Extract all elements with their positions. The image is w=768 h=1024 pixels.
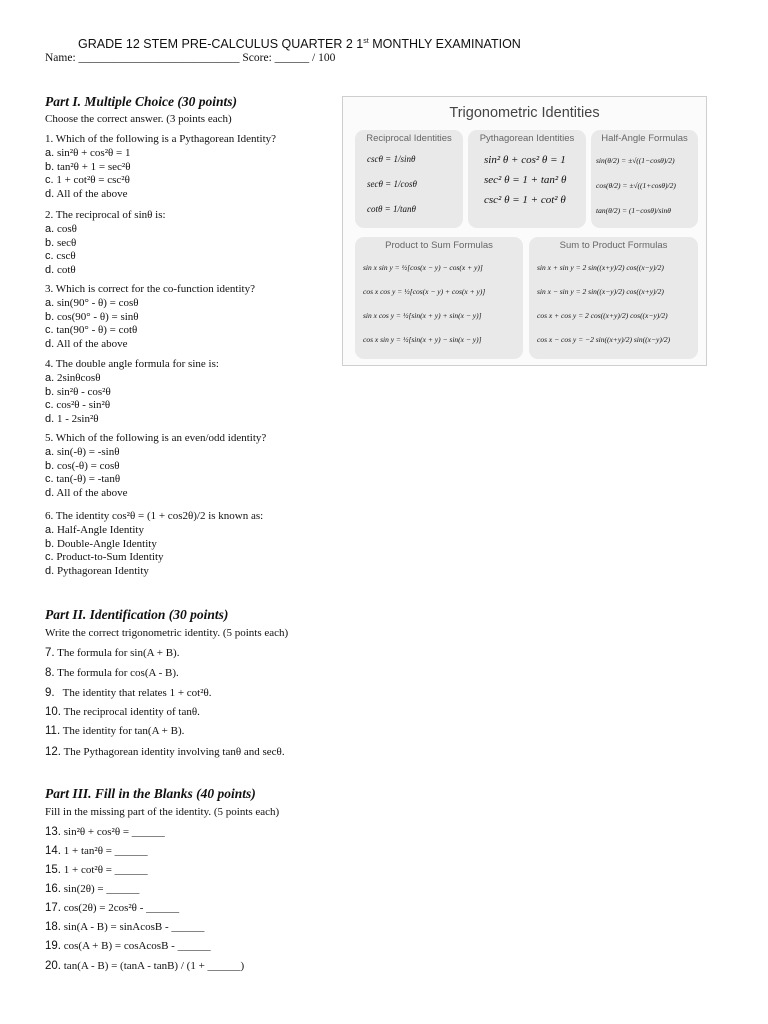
fill-blank-item-20[interactable]: 20. tan(A - B) = (tanA - tanB) / (1 + ______) bbox=[45, 960, 245, 972]
question-text: 1. Which of the following is a Pythagorean Identity? bbox=[45, 133, 277, 145]
formula: sin x − sin y = 2 sin((x−y)/2) cos((x+y)/2) bbox=[537, 287, 664, 296]
formula: cscθ = 1/sinθ bbox=[367, 154, 416, 164]
fill-blank-item-13[interactable]: 13. sin²θ + cos²θ = ______ bbox=[45, 826, 165, 838]
option-d[interactable]: d. All of the above bbox=[45, 338, 128, 351]
panel-label: Pythagorean Identities bbox=[479, 133, 575, 144]
option-b[interactable]: b. Double-Angle Identity bbox=[45, 537, 157, 550]
formula: tan(θ/2) = (1−cosθ)/sinθ bbox=[596, 206, 671, 215]
panel-label: Product to Sum Formulas bbox=[385, 240, 493, 251]
product-to-sum-panel bbox=[355, 237, 523, 359]
part3-heading: Part III. Fill in the Blanks (40 points) bbox=[45, 786, 256, 801]
formula: cotθ = 1/tanθ bbox=[367, 204, 416, 214]
identification-item-12: 12. The Pythagorean identity involving tanθ and secθ. bbox=[45, 746, 285, 758]
identification-item-10: 10. The reciprocal identity of tanθ. bbox=[45, 706, 200, 718]
option-d[interactable]: d. cotθ bbox=[45, 264, 76, 277]
formula: cos x cos y = ½[cos(x − y) + cos(x + y)] bbox=[363, 287, 486, 296]
panel-label: Reciprocal Identities bbox=[366, 133, 452, 144]
formula: sin x + sin y = 2 sin((x+y)/2) cos((x−y)/2) bbox=[537, 263, 664, 272]
fill-blank-item-18[interactable]: 18. sin(A - B) = sinAcosB - ______ bbox=[45, 921, 205, 933]
formula: secθ = 1/cosθ bbox=[367, 179, 417, 189]
reciprocal-identities-panel bbox=[355, 130, 463, 228]
half-angle-formulas-panel bbox=[591, 130, 698, 228]
option-c[interactable]: c. tan(-θ) = -tanθ bbox=[45, 473, 121, 486]
question-text: 2. The reciprocal of sinθ is: bbox=[45, 209, 166, 221]
formula: sec² θ = 1 + tan² θ bbox=[484, 174, 567, 186]
question-text: 5. Which of the following is an even/odd identity? bbox=[45, 432, 267, 444]
formula: sin² θ + cos² θ = 1 bbox=[484, 154, 566, 166]
option-c[interactable]: c. cscθ bbox=[45, 250, 76, 263]
fill-blank-item-17[interactable]: 17. cos(2θ) = 2cos²θ - ______ bbox=[45, 902, 180, 914]
option-d[interactable]: d. 1 - 2sin²θ bbox=[45, 413, 99, 426]
formula: cos(θ/2) = ±√((1+cosθ)/2) bbox=[596, 181, 676, 190]
exam-title: GRADE 12 STEM PRE-CALCULUS QUARTER 2 1st MONTHLY EXAMINATION bbox=[78, 37, 521, 51]
identification-item-7: 7. The formula for sin(A + B). bbox=[45, 647, 180, 659]
option-d[interactable]: d. Pythagorean Identity bbox=[45, 565, 149, 578]
option-a[interactable]: a. cosθ bbox=[45, 222, 77, 235]
option-a[interactable]: a. 2sinθcosθ bbox=[45, 371, 101, 384]
part1-heading: Part I. Multiple Choice (30 points) bbox=[45, 94, 238, 109]
fill-blank-item-16[interactable]: 16. sin(2θ) = ______ bbox=[45, 883, 140, 895]
identification-item-11: 11. The identity for tan(A + B). bbox=[45, 725, 185, 737]
mc-question-4 bbox=[45, 358, 219, 427]
option-b[interactable]: b. secθ bbox=[45, 236, 77, 249]
identification-item-9: 9. The identity that relates 1 + cot²θ. bbox=[45, 687, 212, 699]
option-b[interactable]: b. cos(90° - θ) = sinθ bbox=[45, 310, 139, 323]
identification-item-8: 8. The formula for cos(A - B). bbox=[45, 667, 179, 679]
mc-question-1 bbox=[45, 133, 276, 202]
option-d[interactable]: d. All of the above bbox=[45, 487, 128, 500]
name-score-line: Name: ____________________________ Score: ______ / 100 bbox=[45, 52, 336, 64]
formula: cos x − cos y = −2 sin((x+y)/2) sin((x−y)/2) bbox=[537, 335, 671, 344]
fill-blank-item-15[interactable]: 15. 1 + cot²θ = ______ bbox=[45, 864, 148, 876]
pythagorean-identities-panel bbox=[468, 130, 586, 228]
sum-to-product-panel bbox=[529, 237, 698, 359]
option-d[interactable]: d. All of the above bbox=[45, 188, 128, 201]
option-c[interactable]: c. tan(90° - θ) = cotθ bbox=[45, 324, 138, 337]
formula: cos x sin y = ½[sin(x + y) − sin(x − y)] bbox=[363, 335, 482, 344]
formula: csc² θ = 1 + cot² θ bbox=[484, 194, 566, 206]
option-b[interactable]: b. sin²θ - cos²θ bbox=[45, 385, 111, 398]
formula: cos x + cos y = 2 cos((x+y)/2) cos((x−y)/2) bbox=[537, 311, 668, 320]
mc-question-6 bbox=[45, 510, 263, 579]
question-text: 6. The identity cos²θ = (1 + cos2θ)/2 is known as: bbox=[45, 510, 264, 522]
question-text: 4. The double angle formula for sine is: bbox=[45, 358, 219, 370]
mc-question-5 bbox=[45, 432, 266, 501]
option-c[interactable]: c. Product-to-Sum Identity bbox=[45, 551, 164, 564]
panel-label: Half-Angle Formulas bbox=[601, 133, 688, 144]
part2-heading: Part II. Identification (30 points) bbox=[45, 607, 229, 622]
option-a[interactable]: a. Half-Angle Identity bbox=[45, 523, 144, 536]
part1-instruction: Choose the correct answer. (3 points each) bbox=[45, 113, 232, 125]
panel-label: Sum to Product Formulas bbox=[559, 240, 668, 251]
figure-title: Trigonometric Identities bbox=[449, 105, 600, 121]
mc-question-3 bbox=[45, 283, 255, 352]
option-c[interactable]: c. 1 + cot²θ = csc²θ bbox=[45, 174, 130, 187]
fill-blank-item-14[interactable]: 14. 1 + tan²θ = ______ bbox=[45, 845, 148, 857]
option-b[interactable]: b. tan²θ + 1 = sec²θ bbox=[45, 160, 131, 173]
formula: sin x sin y = ½[cos(x − y) − cos(x + y)] bbox=[363, 263, 483, 272]
fill-blank-item-19[interactable]: 19. cos(A + B) = cosAcosB - ______ bbox=[45, 940, 211, 952]
trig-identities-figure bbox=[342, 96, 707, 366]
option-a[interactable]: a. sin²θ + cos²θ = 1 bbox=[45, 146, 131, 159]
option-a[interactable]: a. sin(-θ) = -sinθ bbox=[45, 445, 120, 458]
formula: sin x cos y = ½[sin(x + y) + sin(x − y)] bbox=[363, 311, 482, 320]
part3-instruction: Fill in the missing part of the identity. (5 points each) bbox=[45, 806, 280, 818]
option-b[interactable]: b. cos(-θ) = cosθ bbox=[45, 459, 120, 472]
question-text: 3. Which is correct for the co-function identity? bbox=[45, 283, 255, 295]
option-c[interactable]: c. cos²θ - sin²θ bbox=[45, 399, 111, 412]
mc-question-2 bbox=[45, 209, 166, 278]
part2-instruction: Write the correct trigonometric identity. (5 points each) bbox=[45, 627, 289, 639]
option-a[interactable]: a. sin(90° - θ) = cosθ bbox=[45, 296, 139, 309]
formula: sin(θ/2) = ±√((1−cosθ)/2) bbox=[596, 156, 675, 165]
